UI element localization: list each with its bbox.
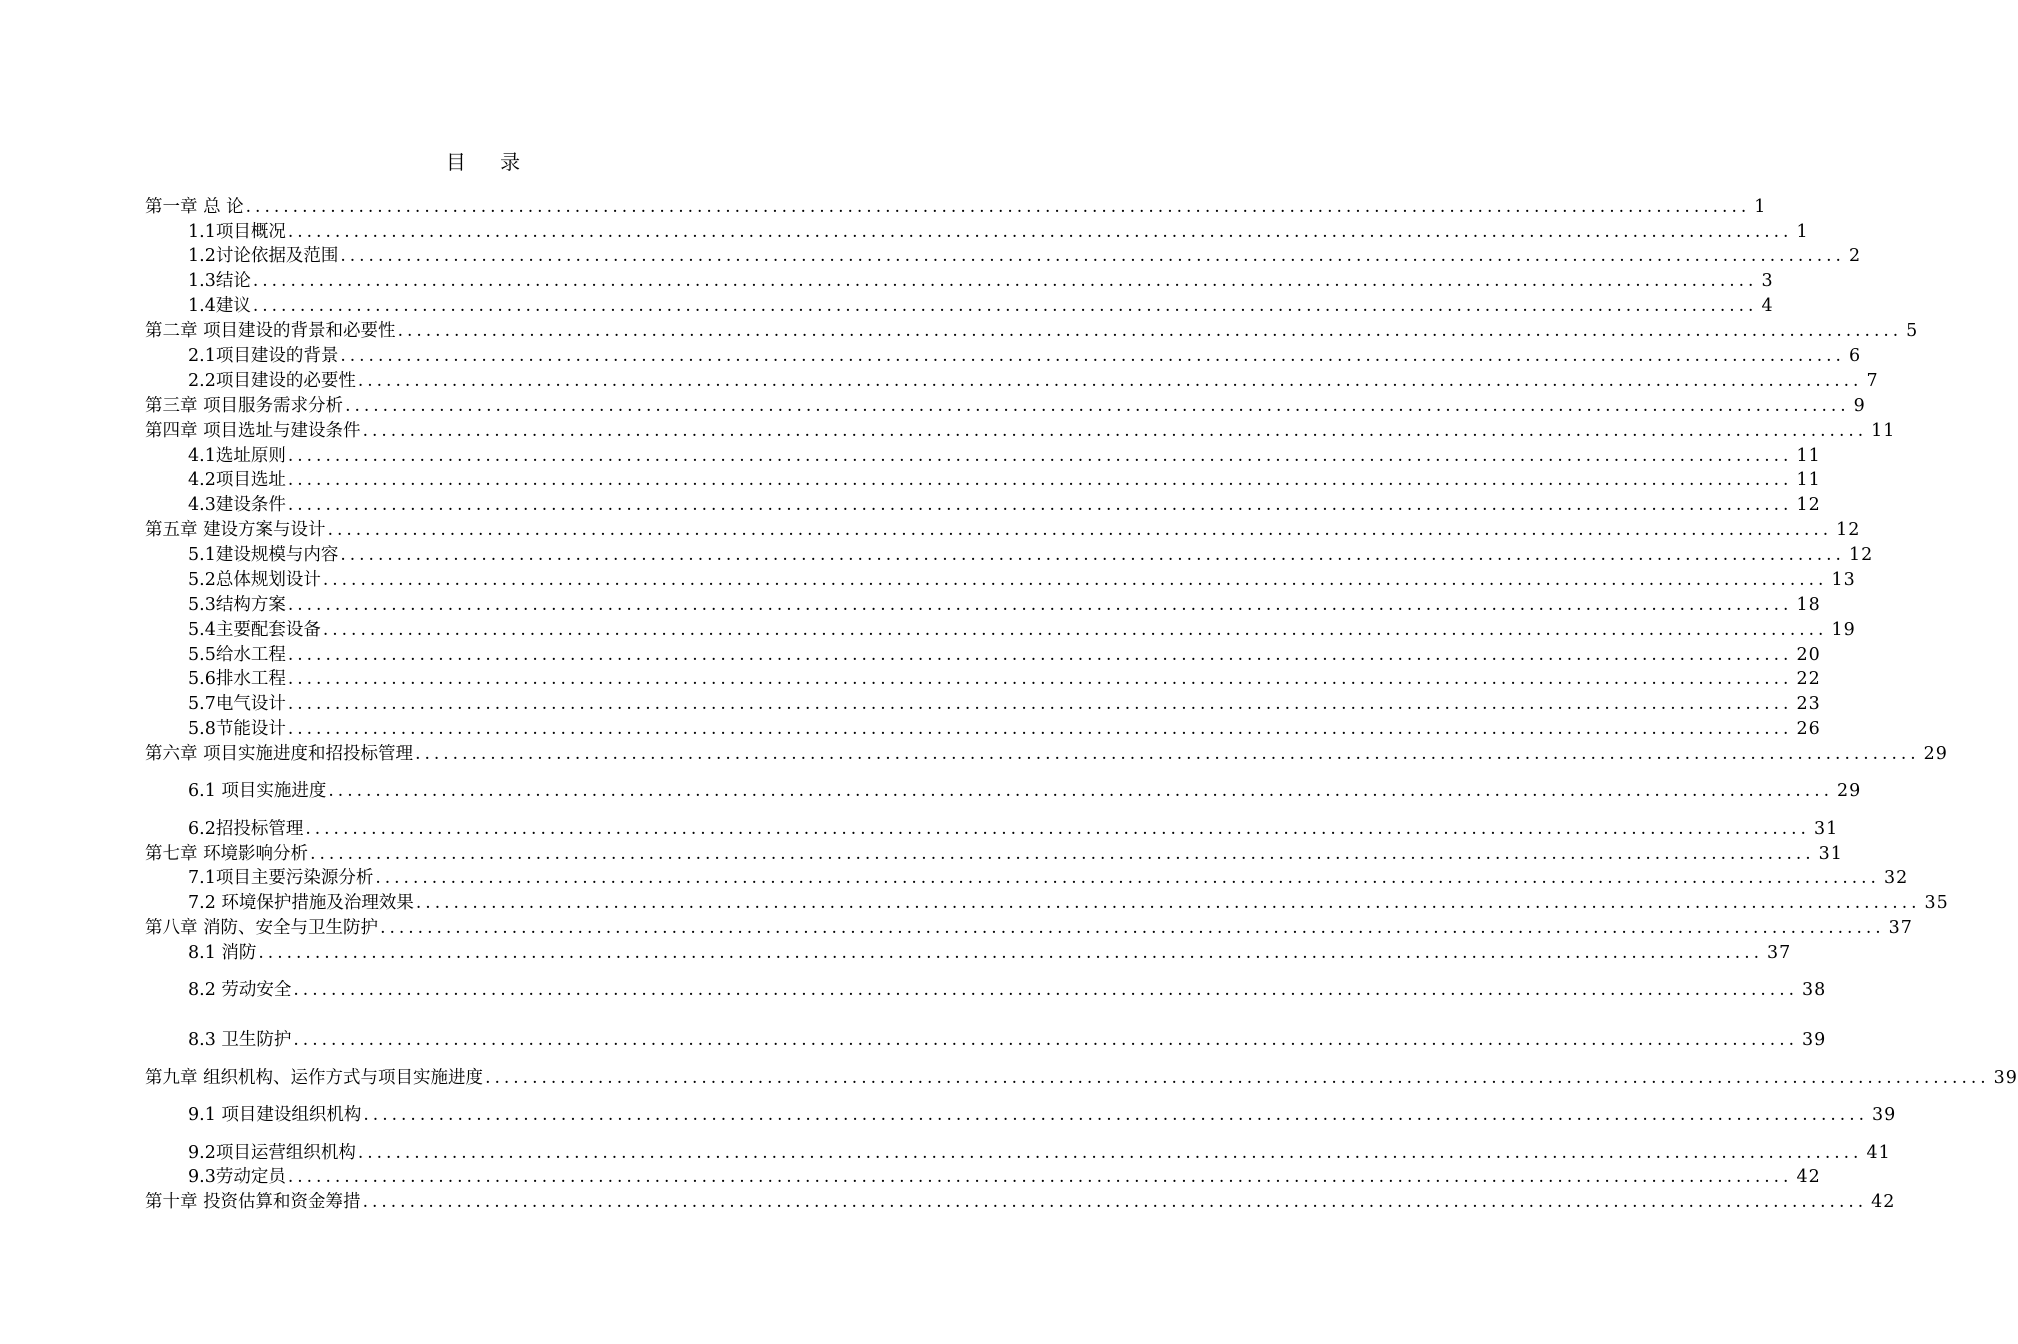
toc-entry-label: 8.2 劳动安全 [188, 980, 292, 1000]
toc-page-number: 20 [1796, 645, 1821, 665]
toc-leader-dots: ................................................................................................................................................................ [287, 645, 1793, 665]
toc-leader-dots: ................................................................................................................................................................ [287, 595, 1793, 615]
toc-page-number: 4 [1761, 296, 1774, 316]
toc-entry[interactable] [188, 891, 1949, 915]
toc-entry[interactable] [188, 779, 1862, 803]
toc-page-number: 32 [1883, 868, 1909, 888]
toc-leader-dots: ................................................................................................................................................................ [415, 744, 1920, 764]
toc-entry-label: 5.1建设规模与内容 [188, 545, 339, 565]
toc-leader-dots: ................................................................................................................................................................ [380, 918, 1885, 938]
toc-entry[interactable] [188, 1028, 1827, 1052]
toc-entry-label: 1.2讨论依据及范围 [188, 246, 339, 266]
toc-page-number: 26 [1796, 719, 1821, 739]
toc-entry-label: 9.2项目运营组织机构 [188, 1143, 356, 1163]
toc-entry-label: 8.1 消防 [188, 943, 257, 963]
toc-entry[interactable] [188, 692, 1821, 716]
toc-entry-label: 第十章 投资估算和资金筹措 [145, 1192, 361, 1212]
toc-page-number: 18 [1796, 595, 1821, 615]
toc-entry[interactable] [188, 493, 1821, 517]
toc-leader-dots: ................................................................................................................................................................ [287, 222, 1793, 242]
toc-entry[interactable] [188, 866, 1909, 890]
toc-entry[interactable] [188, 941, 1792, 965]
toc-entry[interactable] [188, 220, 1809, 244]
toc-entry-label: 5.6排水工程 [188, 669, 286, 689]
toc-entry[interactable] [188, 817, 1839, 841]
toc-entry[interactable] [145, 419, 1896, 443]
toc-page-number: 5 [1906, 321, 1919, 341]
toc-leader-dots: ................................................................................................................................................................ [287, 719, 1793, 739]
toc-leader-dots: ................................................................................................................................................................ [328, 781, 1834, 801]
toc-page-number: 31 [1813, 819, 1839, 839]
toc-page-number: 6 [1848, 346, 1862, 366]
toc-entry-label: 4.2项目选址 [188, 470, 286, 490]
toc-leader-dots: ................................................................................................................................................................ [485, 1068, 1990, 1088]
toc-entry-label: 5.4主要配套设备 [188, 620, 321, 640]
toc-page-number: 35 [1924, 893, 1949, 913]
toc-page-number: 11 [1796, 446, 1821, 466]
toc-leader-dots: ................................................................................................................................................................ [357, 371, 1863, 391]
toc-entry[interactable] [145, 916, 1913, 940]
toc-page-number: 41 [1866, 1143, 1891, 1163]
toc-leader-dots: ................................................................................................................................................................ [287, 669, 1793, 689]
toc-entry-label: 6.1 项目实施进度 [188, 781, 327, 801]
toc-leader-dots: ................................................................................................................................................................ [293, 1030, 1799, 1050]
toc-page-number: 12 [1836, 520, 1861, 540]
toc-entry[interactable] [188, 1165, 1821, 1189]
toc-page-number: 1 [1796, 222, 1809, 242]
toc-leader-dots: ................................................................................................................................................................ [397, 321, 1903, 341]
toc-entry[interactable] [188, 468, 1821, 492]
toc-page-number: 22 [1796, 669, 1821, 689]
toc-page-number: 12 [1848, 545, 1874, 565]
toc-entry[interactable] [145, 1190, 1896, 1214]
toc-entry-label: 9.3劳动定员 [188, 1167, 286, 1187]
toc-entry[interactable] [188, 618, 1856, 642]
toc-page-number: 7 [1866, 371, 1879, 391]
toc-leader-dots: ................................................................................................................................................................ [362, 1192, 1868, 1212]
toc-title: 目 录 [445, 150, 535, 174]
toc-leader-dots: ................................................................................................................................................................ [322, 620, 1828, 640]
toc-page-number: 11 [1871, 421, 1896, 441]
toc-entry[interactable] [188, 294, 1774, 318]
toc-entry-label: 第六章 项目实施进度和招投标管理 [145, 744, 414, 764]
toc-leader-dots: ................................................................................................................................................................ [363, 1105, 1869, 1125]
toc-leader-dots: ................................................................................................................................................................ [340, 246, 1845, 266]
toc-leader-dots: ................................................................................................................................................................ [305, 819, 1810, 839]
toc-leader-dots: ................................................................................................................................................................ [375, 868, 1880, 888]
toc-entry-label: 9.1 项目建设组织机构 [188, 1105, 362, 1125]
toc-entry[interactable] [145, 1066, 2018, 1090]
toc-entry-label: 4.1选址原则 [188, 446, 286, 466]
toc-entry[interactable] [188, 269, 1774, 293]
toc-leader-dots: ................................................................................................................................................................ [322, 570, 1828, 590]
toc-leader-dots: ................................................................................................................................................................ [345, 396, 1850, 416]
toc-entry-label: 6.2招投标管理 [188, 819, 304, 839]
toc-page-number: 12 [1796, 495, 1821, 515]
toc-entry-label: 1.1项目概况 [188, 222, 286, 242]
toc-page-number: 39 [1993, 1068, 2018, 1088]
toc-entry-label: 5.8节能设计 [188, 719, 286, 739]
toc-entry-label: 第二章 项目建设的背景和必要性 [145, 321, 396, 341]
toc-leader-dots: ................................................................................................................................................................ [327, 520, 1833, 540]
toc-entry-label: 2.2项目建设的必要性 [188, 371, 356, 391]
toc-entry[interactable] [188, 543, 1874, 567]
toc-leader-dots: ................................................................................................................................................................ [287, 470, 1793, 490]
toc-entry-label: 第三章 项目服务需求分析 [145, 396, 344, 416]
toc-entry-label: 第七章 环境影响分析 [145, 844, 309, 864]
toc-leader-dots: ................................................................................................................................................................ [252, 296, 1758, 316]
toc-entry-label: 第一章 总 论 [145, 197, 244, 217]
toc-leader-dots: ................................................................................................................................................................ [245, 197, 1751, 217]
toc-entry-label: 4.3建设条件 [188, 495, 286, 515]
toc-entry[interactable] [188, 1141, 1891, 1165]
toc-leader-dots: ................................................................................................................................................................ [293, 980, 1799, 1000]
toc-entry[interactable] [188, 444, 1821, 468]
toc-page-number: 9 [1853, 396, 1866, 416]
toc-page-number: 39 [1802, 1030, 1827, 1050]
toc-entry[interactable] [145, 319, 1919, 343]
toc-leader-dots: ................................................................................................................................................................ [362, 421, 1868, 441]
toc-entry[interactable] [188, 643, 1821, 667]
toc-leader-dots: ................................................................................................................................................................ [415, 893, 1921, 913]
toc-entry[interactable] [145, 518, 1861, 542]
toc-entry[interactable] [145, 394, 1866, 418]
toc-entry[interactable] [145, 742, 1948, 766]
toc-entry[interactable] [188, 978, 1827, 1002]
toc-page-number: 29 [1923, 744, 1948, 764]
toc-page-number: 39 [1872, 1105, 1897, 1125]
toc-page-number: 11 [1796, 470, 1821, 490]
toc-entry-label: 2.1项目建设的背景 [188, 346, 339, 366]
toc-page-number: 42 [1796, 1167, 1821, 1187]
toc-entry[interactable] [188, 568, 1856, 592]
toc-entry[interactable] [145, 195, 1767, 219]
toc-entry[interactable] [188, 717, 1821, 741]
toc-leader-dots: ................................................................................................................................................................ [340, 346, 1845, 366]
toc-leader-dots: ................................................................................................................................................................ [340, 545, 1845, 565]
toc-entry-label: 5.3结构方案 [188, 595, 286, 615]
toc-page-number: 19 [1831, 620, 1856, 640]
toc-entry-label: 1.3结论 [188, 271, 251, 291]
toc-entry[interactable] [188, 667, 1821, 691]
toc-entry-label: 第五章 建设方案与设计 [145, 520, 326, 540]
toc-page-number: 29 [1837, 781, 1862, 801]
toc-page-number: 38 [1802, 980, 1827, 1000]
toc-page-number: 13 [1831, 570, 1856, 590]
toc-leader-dots: ................................................................................................................................................................ [287, 1167, 1793, 1187]
toc-entry[interactable] [188, 1103, 1897, 1127]
toc-entry[interactable] [145, 842, 1843, 866]
toc-leader-dots: ................................................................................................................................................................ [287, 694, 1793, 714]
toc-entry-label: 7.2 环境保护措施及治理效果 [188, 893, 414, 913]
toc-page-number: 31 [1818, 844, 1843, 864]
toc-leader-dots: ................................................................................................................................................................ [252, 271, 1758, 291]
toc-entry[interactable] [188, 344, 1862, 368]
toc-entry-label: 第四章 项目选址与建设条件 [145, 421, 361, 441]
toc-page-number: 37 [1767, 943, 1792, 963]
toc-page-number: 1 [1754, 197, 1767, 217]
toc-page-number: 37 [1888, 918, 1913, 938]
toc-entry-label: 第九章 组织机构、运作方式与项目实施进度 [145, 1068, 484, 1088]
toc-leader-dots: ................................................................................................................................................................ [310, 844, 1815, 864]
toc-leader-dots: ................................................................................................................................................................ [287, 495, 1793, 515]
toc-entry[interactable] [188, 244, 1862, 268]
toc-entry-label: 5.7电气设计 [188, 694, 286, 714]
toc-entry-label: 1.4建议 [188, 296, 251, 316]
toc-entry[interactable] [188, 369, 1879, 393]
toc-entry-label: 5.2总体规划设计 [188, 570, 321, 590]
toc-page-number: 42 [1871, 1192, 1896, 1212]
toc-page-number: 23 [1796, 694, 1821, 714]
toc-entry[interactable] [188, 593, 1821, 617]
toc-entry-label: 第八章 消防、安全与卫生防护 [145, 918, 379, 938]
toc-entry-label: 5.5给水工程 [188, 645, 286, 665]
toc-page-number: 3 [1761, 271, 1774, 291]
toc-leader-dots: ................................................................................................................................................................ [357, 1143, 1863, 1163]
toc-entry-label: 8.3 卫生防护 [188, 1030, 292, 1050]
toc-leader-dots: ................................................................................................................................................................ [258, 943, 1764, 963]
toc-leader-dots: ................................................................................................................................................................ [287, 446, 1793, 466]
toc-page-number: 2 [1848, 246, 1862, 266]
toc-entry-label: 7.1项目主要污染源分析 [188, 868, 374, 888]
